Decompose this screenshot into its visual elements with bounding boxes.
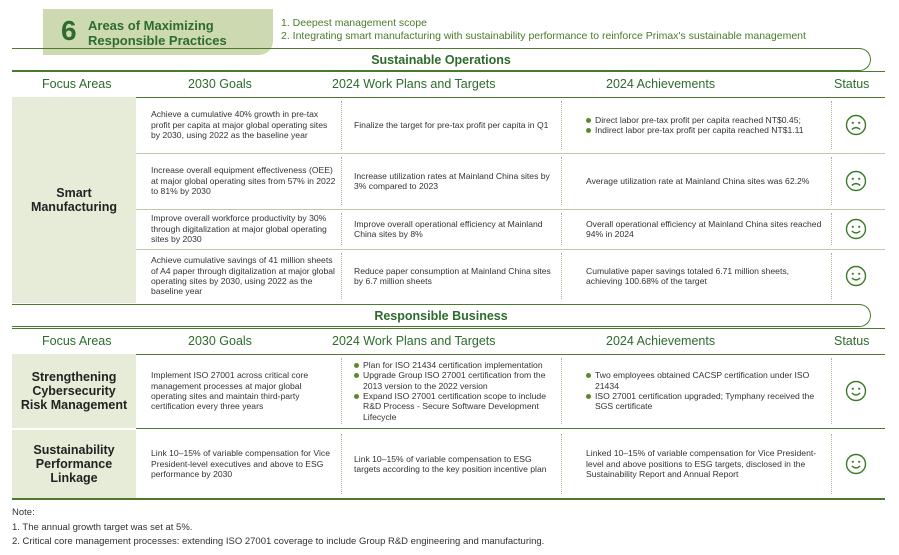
- col-focus: Focus Areas: [42, 334, 112, 348]
- goal-cell: Implement ISO 27001 across critical core management processes at major global operating sites and maintain third-party certification every three years: [151, 370, 309, 412]
- col-plans: 2024 Work Plans and Targets: [332, 334, 496, 348]
- achievement-item: Indirect labor pre-tax profit per capita reached NT$1.11: [586, 125, 804, 135]
- plan-cell: Improve overall operational efficiency at Mainland China sites by 8%: [354, 218, 543, 239]
- section-number: 6: [61, 15, 77, 46]
- col-goals: 2030 Goals: [188, 334, 252, 348]
- column-headers-1: [12, 71, 885, 98]
- focus-sustainability-linkage: Sustainability Performance Linkage: [12, 430, 136, 498]
- note-1: 1. The annual growth target was set at 5%.: [12, 521, 193, 533]
- table-row: [136, 354, 885, 429]
- table-row: [136, 153, 885, 210]
- plan-item: Plan for ISO 21434 certification implementation: [354, 360, 554, 370]
- table-bottom-rule: [12, 498, 885, 500]
- goal-cell: Achieve cumulative savings of 41 million sheets of A4 paper through digitalization at major global operating sites by 2030, using 2022 as the baseline year: [151, 255, 335, 297]
- plan-cell: Finalize the target for pre-tax profit per capita in Q1: [354, 119, 549, 130]
- status-sad-icon: [841, 97, 871, 153]
- status-happy-icon: [841, 430, 871, 498]
- col-status: Status: [834, 77, 870, 91]
- plan-cell: [354, 354, 554, 428]
- header-notes: [281, 17, 806, 43]
- plan-cell: Increase utilization rates at Mainland China sites by 3% compared to 2023: [354, 170, 550, 191]
- achievement-item: Direct labor pre-tax profit per capita reached NT$0.45;: [586, 115, 804, 125]
- table-row: [136, 97, 885, 154]
- col-achievements: 2024 Achievements: [606, 334, 716, 348]
- section-bar-responsible-business: Responsible Business: [12, 304, 871, 327]
- col-plans: 2024 Work Plans and Targets: [332, 77, 496, 91]
- plan-cell: Link 10–15% of variable compensation to ESG targets according to the key position incentive plan: [354, 453, 547, 474]
- header-note-1: 1. Deepest management scope: [281, 17, 427, 29]
- achievement-item: Two employees obtained CACSP certification under ISO 21434: [586, 370, 826, 391]
- col-focus: Focus Areas: [42, 77, 112, 91]
- table-row: [136, 430, 885, 498]
- table-row: [136, 209, 885, 250]
- achievement-cell: Overall operational efficiency at Mainland China sites reached 94% in 2024: [586, 218, 822, 239]
- status-happy-icon: [841, 249, 871, 303]
- footnotes: [12, 506, 544, 550]
- status-happy-icon: [841, 354, 871, 428]
- table-row: [136, 249, 885, 303]
- col-achievements: 2024 Achievements: [606, 77, 716, 91]
- column-headers-2: [12, 328, 885, 355]
- focus-cybersecurity: Strengthening Cybersecurity Risk Management: [12, 354, 136, 428]
- goal-cell: Increase overall equipment effectiveness (OEE) at major global operating sites from 57% in 2022 to 81% by 2030: [151, 165, 336, 197]
- header-note-2: 2. Integrating smart manufacturing with sustainability performance to reinforce Primax's sustainable management: [281, 30, 806, 42]
- plan-item: Upgrade Group ISO 27001 certification from the 2013 version to the 2022 version: [354, 370, 554, 391]
- goal-cell: Link 10–15% of variable compensation for Vice President-level executives and above to ESG performance by 2030: [151, 448, 330, 480]
- plan-cell: Reduce paper consumption at Mainland China sites by 6.7 million sheets: [354, 265, 551, 286]
- section-bar-sustainable-operations: Sustainable Operations: [12, 48, 871, 71]
- achievement-item: ISO 27001 certification upgraded; Tymphany received the SGS certificate: [586, 391, 826, 412]
- plan-item: Expand ISO 27001 certification scope to include R&D Process - Secure Software Development Lifecycle: [354, 391, 554, 422]
- goal-cell: Achieve a cumulative 40% growth in pre-tax profit per capita at major global operating sites by 2030, using 2022 as the baseline year: [151, 109, 328, 141]
- notes-heading: Note:: [12, 507, 35, 518]
- achievement-cell: Linked 10–15% of variable compensation for Vice President-level and above positions to ESG targets, disclosed in the Sustainability Report and Annual Report: [586, 448, 817, 480]
- section-title: Areas of Maximizing Responsible Practices: [88, 18, 227, 48]
- goal-cell: Improve overall workforce productivity by 30% through digitalization at major global operating sites by 2030: [151, 213, 327, 245]
- achievement-cell: [586, 354, 826, 428]
- col-status: Status: [834, 334, 870, 348]
- col-goals: 2030 Goals: [188, 77, 252, 91]
- achievement-cell: [586, 97, 826, 153]
- achievement-cell: Average utilization rate at Mainland China sites was 62.2%: [586, 175, 810, 186]
- status-happy-icon: [841, 209, 871, 249]
- note-2: 2. Critical core management processes: extending ISO 27001 coverage to include Group R&D engineering and manufacturing.: [12, 536, 545, 547]
- achievement-cell: Cumulative paper savings totaled 6.71 million sheets, achieving 100.68% of the target: [586, 265, 790, 286]
- focus-smart-manufacturing: Smart Manufacturing: [12, 97, 136, 303]
- status-sad-icon: [841, 153, 871, 209]
